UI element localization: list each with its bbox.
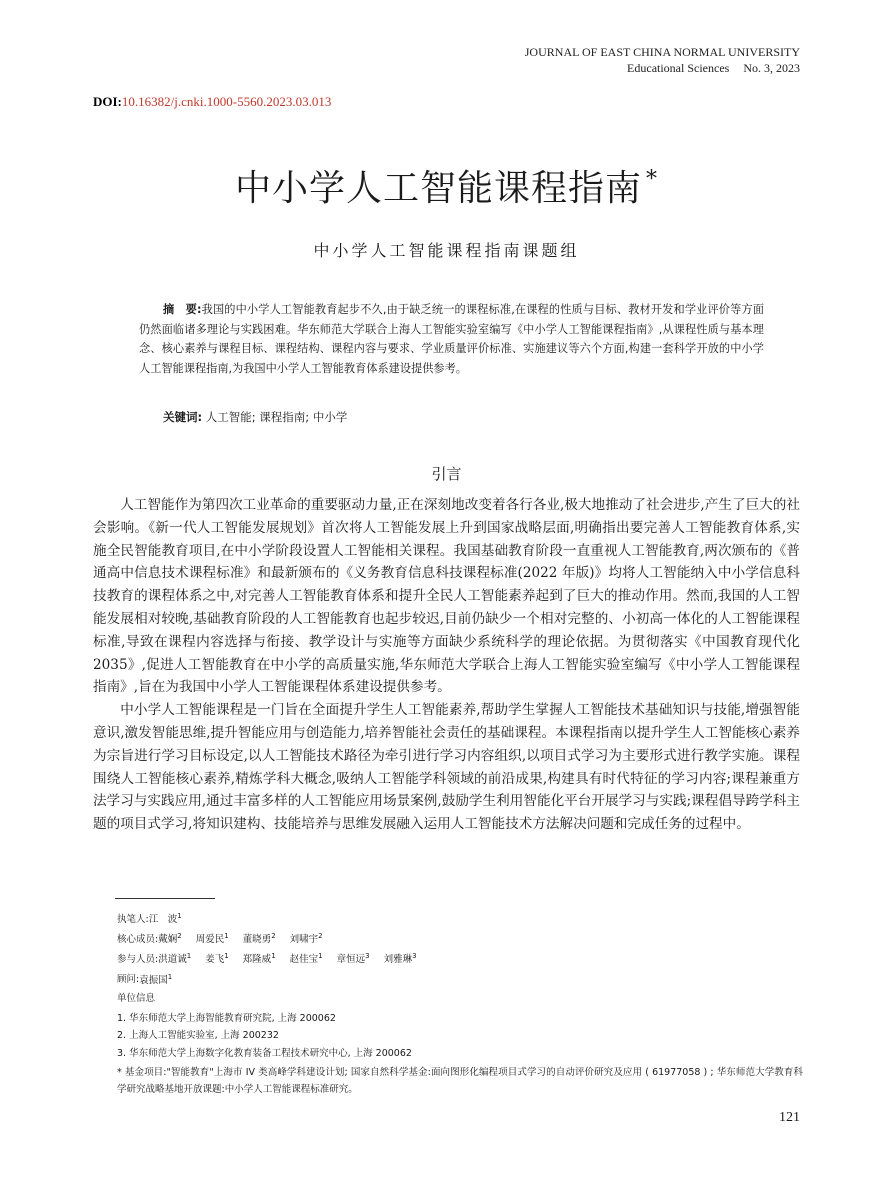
credits-core — [117, 928, 431, 948]
credits-writer — [117, 908, 431, 928]
credit-name: 郑隆威$^1$ — [242, 952, 276, 966]
credit-name: 董晓勇$^2$ — [242, 932, 276, 946]
credit-name: 赵佳宝$^1$ — [289, 952, 323, 966]
credits-participants — [117, 948, 431, 968]
page-number: 121 — [779, 1110, 800, 1125]
abstract-label: 摘 要: — [163, 303, 202, 316]
credit-name: 江 波$^1$ — [148, 912, 182, 926]
credit-name: 袁振国$^1$ — [139, 972, 173, 986]
footnote-divider — [115, 898, 215, 899]
credit-name: 刘雅琳$^3$ — [383, 952, 417, 966]
affiliation-item: 3. 华东师范大学上海数字化教育装备工程技术研究中心, 上海 200062 — [117, 1047, 412, 1059]
credits-label: 顾问: — [117, 974, 140, 986]
journal-issue: No. 3, 2023 — [743, 61, 800, 75]
title-footnote-mark[interactable]: * — [646, 167, 658, 192]
journal-issue-line — [525, 60, 800, 76]
credits-advisor — [117, 968, 431, 988]
affiliation-item: 1. 华东师范大学上海智能教育研究院, 上海 200062 — [117, 1012, 336, 1024]
body-text — [93, 494, 800, 836]
page-title — [0, 160, 893, 211]
keywords-label: 关键词: — [163, 410, 203, 424]
section-heading: 引言 — [431, 465, 462, 483]
credits-label: 核心成员: — [117, 934, 159, 946]
credit-name: 戴娴$^2$ — [158, 932, 182, 946]
affiliation-item: 2. 上海人工智能实验室, 上海 200232 — [117, 1030, 279, 1041]
keywords-text: 人工智能; 课程指南; 中小学 — [205, 410, 348, 424]
affiliations — [117, 990, 412, 1062]
journal-header — [525, 44, 800, 76]
paragraph: 中小学人工智能课程是一门旨在全面提升学生人工智能素养,帮助学生掌握人工智能技术基础知识与技能,增强智能意识,激发智能思维,提升智能应用与创造能力,培养智能社会责任的基础课程。本课程指南以提升学生人工智能核心素养为宗旨进行学习目标设定,以人工智能技术路径为牵引进行学习内容组织,以项目式学习为主要形式进行教学实施。课程围绕人工智能核心素养,精炼学科大概念,吸纳人工智能学科领域的前沿成果,构建具有时代特征的学习内容;课程兼重方法学习与实践应用,通过丰富多样的人工智能应用场景案例,鼓励学生利用智能化平台开展学习与实践;课程倡导跨学科主题的项目式学习,将知识建构、技能培养与思维发展融入运用人工智能技术方法解决问题和完成任务的过程中。 — [93, 702, 800, 833]
author-group: 中小学人工智能课程指南课题组 — [313, 241, 580, 260]
abstract — [139, 300, 764, 378]
fund-footnote: * 基金项目:"智能教育"上海市 IV 类高峰学科建设计划; 国家自然科学基金:面向图形化编程项目式学习的自动评价研究及应用 ( 61977058 ) ; 华东师范大学教育科学研究战略基地开放课题:中小学人工智能课程标准研究。 — [117, 1067, 803, 1095]
title-text: 中小学人工智能课程指南 — [234, 168, 642, 209]
credit-name: 周爱民$^1$ — [195, 932, 229, 946]
paragraph: 人工智能作为第四次工业革命的重要驱动力量,正在深刻地改变着各行各业,极大地推动了社会进步,产生了巨大的社会影响。《新一代人工智能发展规划》首次将人工智能发展上升到国家战略层面,明确指出要完善人工智能教育体系,实施全民智能教育项目,在中小学阶段设置人工智能相关课程。我国基础教育阶段一直重视人工智能教育,两次颁布的《普通高中信息技术课程标准》和最新颁布的《义务教育信息科技课程标准(2022 年版)》均将人工智能纳入中小学信息科技教育的课程体系之中,对完善人工智能教育体系和提升全民人工智能素养起到了巨大的推动作用。然而,我国的人工智能发展相对较晚,基础教育阶段的人工智能教育也起步较迟,目前仍缺少一个相对完整的、小初高一体化的人工智能课程标准,导致在课程内容选择与衔接、教学设计与实施等方面缺少系统科学的理论依据。为贯彻落实《中国教育现代化 2035》,促进人工智能教育在中小学的高质量实施,华东师范大学联合上海人工智能实验室编写《中小学人工智能课程指南》,旨在为我国中小学人工智能课程体系建设提供参考。 — [93, 497, 800, 696]
credit-name: 章恒远$^3$ — [336, 952, 370, 966]
credit-name: 洪道诚$^1$ — [158, 952, 192, 966]
credits-label: 参与人员: — [117, 954, 159, 966]
credits-label: 执笔人: — [117, 914, 149, 926]
credit-name: 姜飞$^1$ — [205, 952, 229, 966]
credits-block — [117, 908, 431, 989]
journal-sub: Educational Sciences — [627, 61, 730, 75]
affiliations-heading: 单位信息 — [117, 993, 156, 1004]
doi-label: DOI: — [93, 94, 122, 109]
doi-line — [93, 94, 331, 110]
abstract-text: 我国的中小学人工智能教育起步不久,由于缺乏统一的课程标准,在课程的性质与目标、教材开发和学业评价等方面仍然面临诸多理论与实践困难。华东师范大学联合上海人工智能实验室编写《中小学人工智能课程指南》,从课程性质与基本理念、核心素养与课程目标、课程结构、课程内容与要求、学业质量评价标准、实施建议等六个方面,构建一套科学开放的中小学人工智能课程指南,为我国中小学人工智能教育体系建设提供参考。 — [139, 303, 764, 375]
doi-value[interactable]: 10.16382/j.cnki.1000-5560.2023.03.013 — [121, 94, 332, 109]
keywords — [163, 409, 347, 425]
credit-name: 刘啸宇$^2$ — [289, 932, 323, 946]
journal-name: JOURNAL OF EAST CHINA NORMAL UNIVERSITY — [524, 45, 800, 59]
